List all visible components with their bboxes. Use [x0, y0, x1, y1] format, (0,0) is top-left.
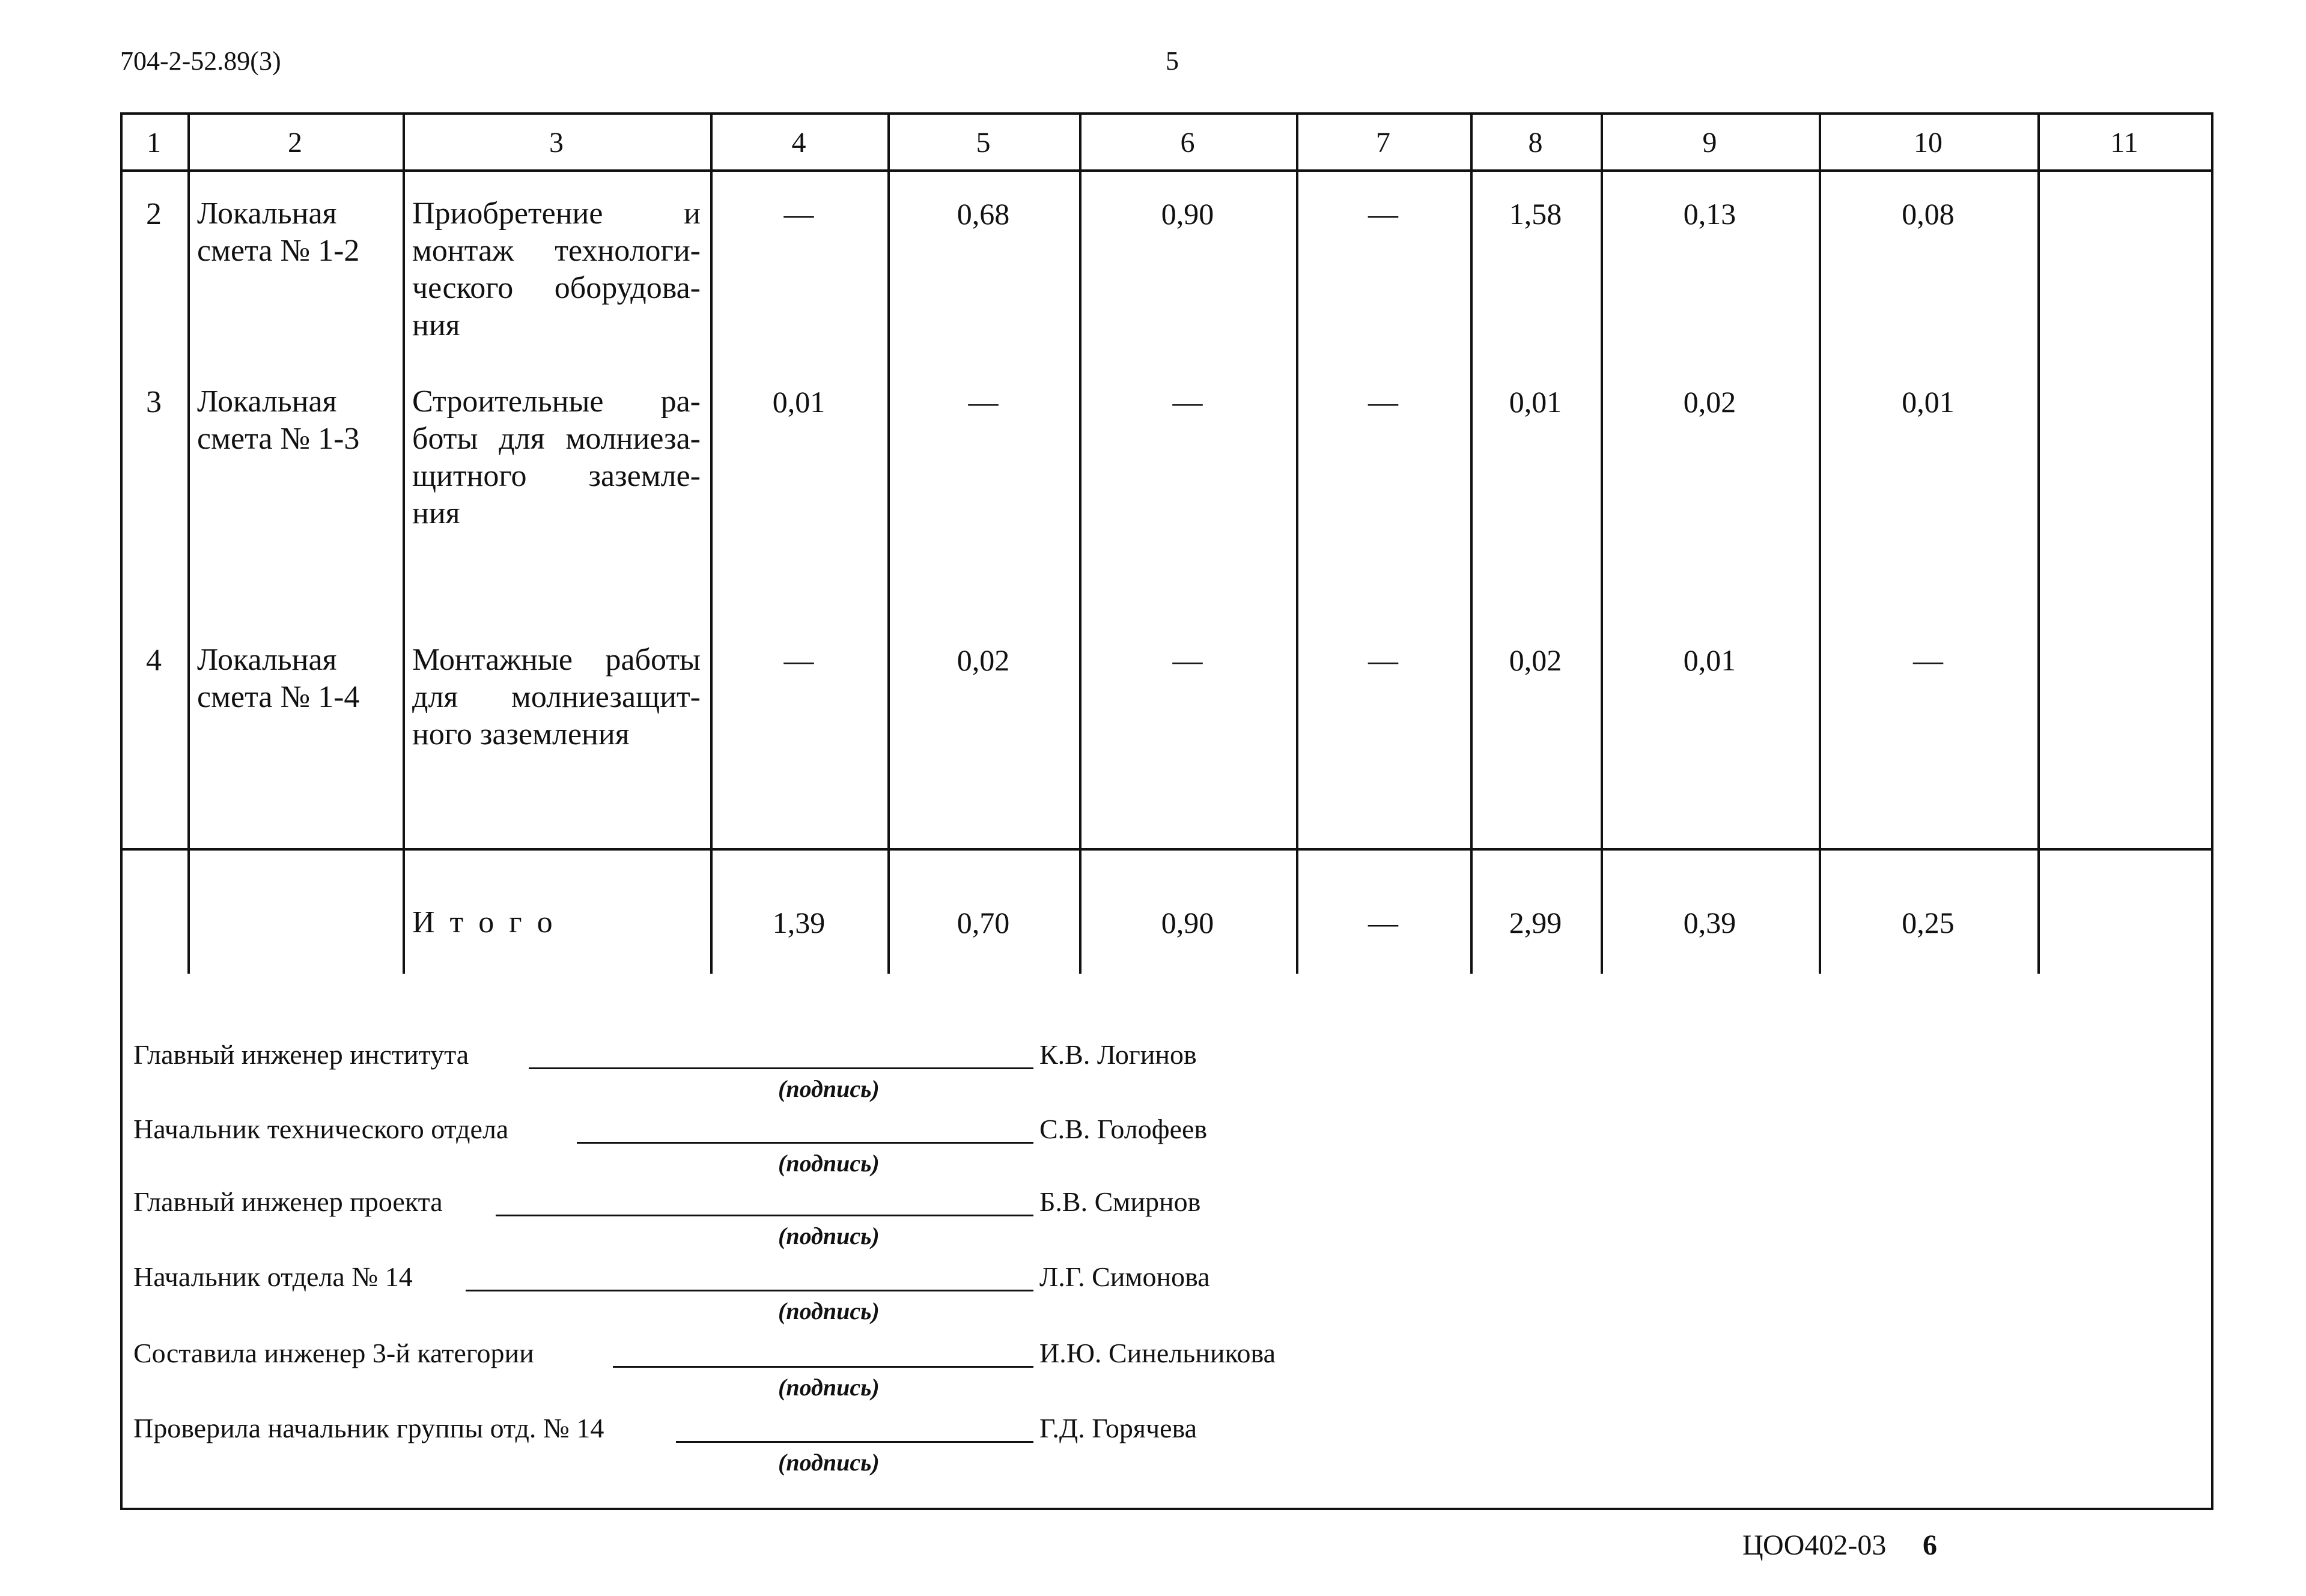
- work-description-line: щитного заземле-: [412, 459, 701, 493]
- value-cell: 0,01: [1683, 643, 1736, 677]
- total-label: И т о г о: [412, 905, 556, 939]
- signatory-role: Главный инженер института: [133, 1039, 469, 1070]
- estimate-name-line: Локальная: [197, 196, 337, 231]
- footer-code: ЦОО402-03: [1742, 1529, 1887, 1561]
- column-number: 6: [1180, 127, 1195, 159]
- signature-line: [496, 1215, 1033, 1216]
- footer-sheet-number: 6: [1923, 1529, 1937, 1561]
- column-divider: [710, 112, 713, 974]
- total-value-cell: 0,70: [957, 906, 1010, 939]
- work-description-line: ческого оборудова-: [412, 271, 701, 305]
- column-number: 10: [1914, 127, 1942, 159]
- estimate-name-line: Локальная: [197, 643, 337, 677]
- table-top-border: [120, 112, 2213, 115]
- total-value-cell: 2,99: [1509, 906, 1562, 939]
- row-number: 2: [146, 197, 162, 231]
- column-number: 4: [791, 127, 806, 159]
- signature-line: [676, 1441, 1033, 1443]
- value-cell: 0,01: [1509, 385, 1562, 419]
- column-number: 8: [1528, 127, 1543, 159]
- value-cell: 0,02: [1509, 643, 1562, 677]
- signature-caption: (подпись): [778, 1222, 880, 1249]
- value-cell: —: [1368, 643, 1398, 677]
- work-description-line: Строительные ра-: [412, 384, 701, 419]
- signatory-role: Начальник технического отдела: [133, 1114, 509, 1144]
- value-cell: —: [1172, 643, 1203, 677]
- work-description-line: для молниезащит-: [412, 680, 701, 714]
- signature-caption: (подпись): [778, 1297, 880, 1324]
- table-outer-border: [2211, 112, 2213, 1510]
- row-number: 4: [146, 643, 162, 678]
- value-cell: 0,68: [957, 197, 1010, 231]
- form-bottom-border: [120, 1508, 2213, 1510]
- total-value-cell: 0,90: [1161, 906, 1214, 939]
- value-cell: —: [783, 197, 814, 231]
- signature-line: [529, 1067, 1033, 1069]
- signature-line: [466, 1290, 1033, 1291]
- total-row-top-border: [120, 848, 2213, 851]
- estimate-name-line: Локальная: [197, 384, 337, 419]
- work-description: [412, 642, 701, 753]
- signatory-name: Л.Г. Симонова: [1039, 1261, 1210, 1292]
- value-cell: —: [1913, 643, 1943, 677]
- signature-line: [613, 1366, 1033, 1368]
- column-divider: [887, 112, 890, 974]
- work-description-line: ния: [412, 308, 460, 342]
- signature-line: [577, 1142, 1033, 1144]
- signatory-name: К.В. Логинов: [1039, 1039, 1197, 1070]
- value-cell: —: [1368, 197, 1398, 231]
- estimate-name-line: смета № 1-4: [197, 680, 360, 714]
- signatory-role: Составила инженер 3-й категории: [133, 1338, 534, 1368]
- estimate-name-line: смета № 1-2: [197, 234, 360, 268]
- column-divider: [403, 112, 405, 974]
- value-cell: 0,02: [1683, 385, 1736, 419]
- signature-caption: (подпись): [778, 1374, 880, 1401]
- signatory-role: Начальник отдела № 14: [133, 1261, 413, 1292]
- value-cell: —: [1172, 385, 1203, 419]
- work-description-line: боты для молниеза-: [412, 422, 701, 456]
- column-number: 7: [1376, 127, 1390, 159]
- total-value-cell: 0,39: [1683, 906, 1736, 939]
- column-divider: [1079, 112, 1082, 974]
- column-number: 9: [1702, 127, 1717, 159]
- column-divider: [1470, 112, 1473, 974]
- estimate-name-line: смета № 1-3: [197, 422, 360, 456]
- table-outer-border: [120, 112, 123, 1510]
- signatory-role: Проверила начальник группы отд. № 14: [133, 1413, 604, 1443]
- column-divider: [1296, 112, 1298, 974]
- signatory-name: И.Ю. Синельникова: [1039, 1338, 1276, 1368]
- column-divider: [187, 112, 190, 974]
- value-cell: —: [783, 643, 814, 677]
- column-number: 11: [2110, 127, 2138, 159]
- value-cell: 0,13: [1683, 197, 1736, 231]
- row-number: 3: [146, 385, 162, 419]
- value-cell: 0,01: [772, 385, 826, 419]
- column-divider: [1601, 112, 1603, 974]
- total-value-cell: 1,39: [772, 906, 826, 939]
- work-description-line: Монтажные работы: [412, 643, 701, 677]
- estimate-name: [197, 642, 359, 716]
- value-cell: —: [968, 385, 999, 419]
- document-code: 704-2-52.89(3): [120, 46, 281, 76]
- column-divider: [1819, 112, 1821, 974]
- column-number: 5: [976, 127, 991, 159]
- column-number: 2: [288, 127, 302, 159]
- signature-caption: (подпись): [778, 1150, 880, 1177]
- work-description-line: ного заземления: [412, 717, 630, 751]
- signature-caption: (подпись): [778, 1449, 880, 1476]
- signatory-name: С.В. Голофеев: [1039, 1114, 1208, 1144]
- work-description: [412, 195, 701, 344]
- value-cell: 0,08: [1902, 197, 1955, 231]
- value-cell: 0,90: [1161, 197, 1214, 231]
- column-number: 1: [147, 127, 161, 159]
- value-cell: 0,02: [957, 643, 1010, 677]
- estimate-name: [197, 383, 359, 458]
- header-bottom-border: [120, 169, 2213, 172]
- work-description-line: монтаж технологи-: [412, 234, 701, 268]
- signatory-role: Главный инженер проекта: [133, 1186, 443, 1217]
- value-cell: 1,58: [1509, 197, 1562, 231]
- estimate-name: [197, 195, 359, 270]
- work-description: [412, 383, 701, 532]
- work-description-line: ния: [412, 496, 460, 530]
- value-cell: 0,01: [1902, 385, 1955, 419]
- value-cell: —: [1368, 385, 1398, 419]
- signatory-name: Г.Д. Горячева: [1039, 1413, 1197, 1443]
- signature-caption: (подпись): [778, 1075, 880, 1102]
- signatory-name: Б.В. Смирнов: [1039, 1186, 1201, 1217]
- total-value-cell: —: [1368, 906, 1398, 939]
- work-description-line: Приобретение и: [412, 196, 701, 231]
- column-divider: [2037, 112, 2040, 974]
- column-number: 3: [549, 127, 564, 159]
- page-number: 5: [1166, 46, 1179, 76]
- total-value-cell: 0,25: [1902, 906, 1955, 939]
